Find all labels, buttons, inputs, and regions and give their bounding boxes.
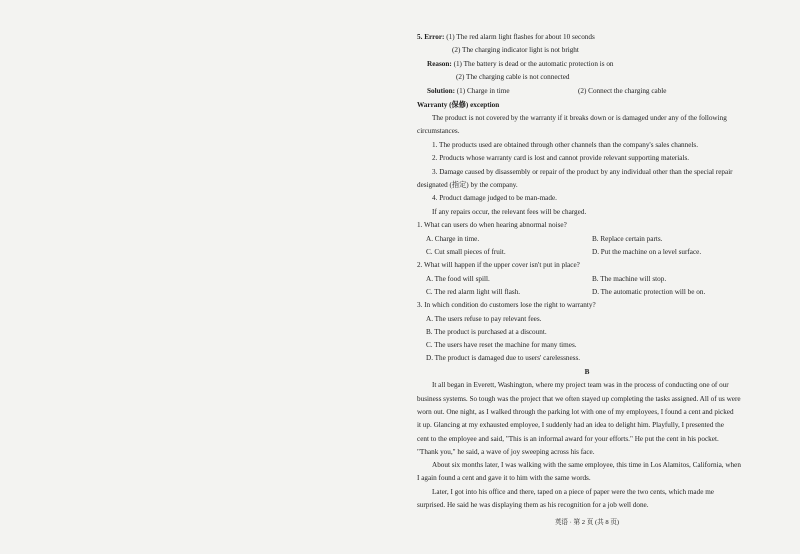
passage-b-line-3: worn out. One night, as I walked through the parking lot with one of my employees, I found a cent and picked <box>417 408 734 416</box>
passage-b-line-1: It all began in Everett, Washington, where my project team was in the process of conducting one of our <box>432 381 729 389</box>
warranty-intro-b: circumstances. <box>417 127 460 135</box>
solution-2: (2) Connect the charging cable <box>578 87 667 95</box>
solution-1: (1) Charge in time <box>456 87 510 95</box>
warranty-item-3b: designated (指定) by the company. <box>417 181 518 189</box>
q3-option-b: B. The product is purchased at a discount. <box>426 328 547 336</box>
q3-option-d: D. The product is damaged due to users' carelessness. <box>426 354 581 362</box>
reason-label: Reason: <box>427 60 452 68</box>
warranty-fees: If any repairs occur, the relevant fees will be charged. <box>432 208 587 216</box>
error-label: 5. Error: <box>417 33 445 41</box>
passage-b-line-9: Later, I got into his office and there, taped on a piece of paper were the two cents, which made me <box>432 488 714 496</box>
q1-option-b: B. Replace certain parts. <box>592 235 663 243</box>
q1-option-d: D. Put the machine on a level surface. <box>592 248 702 256</box>
passage-b-line-2: business systems. So tough was the project that we often stayed up completing the tasks assigned. All of us were <box>417 395 741 403</box>
reason-line-1 <box>427 60 614 69</box>
passage-b-line-6: "Thank you," he said, a wave of joy sweeping across his face. <box>417 448 595 456</box>
warranty-item-2: 2. Products whose warranty card is lost and cannot provide relevant supporting materials. <box>432 154 690 162</box>
reason-2: (2) The charging cable is not connected <box>456 73 570 81</box>
passage-b-line-5: cent to the employee and said, "This is an informal award for your efforts." He put the cent in his pocket. <box>417 435 719 443</box>
passage-b-line-7: About six months later, I was walking with the same employee, this time in Los Alamitos, California, when <box>432 461 741 469</box>
q3-option-c: C. The users have reset the machine for many times. <box>426 341 577 349</box>
question-1: 1. What can users do when hearing abnormal noise? <box>417 221 567 229</box>
question-3: 3. In which condition do customers lose the right to warranty? <box>417 301 596 309</box>
q1-option-c: C. Cut small pieces of fruit. <box>426 248 506 256</box>
warranty-item-3a: 3. Damage caused by disassembly or repair of the product by any individual other than the special repair <box>432 168 733 176</box>
passage-b-heading: B <box>584 368 590 376</box>
q2-option-b: B. The machine will stop. <box>592 275 667 283</box>
q3-option-a: A. The users refuse to pay relevant fees. <box>426 315 542 323</box>
passage-b-line-4: it up. Glancing at my exhausted employee, I suddenly had an idea to delight him. Playfully, I presented the <box>417 421 724 429</box>
question-2: 2. What will happen if the upper cover isn't put in place? <box>417 261 580 269</box>
q1-option-a: A. Charge in time. <box>426 235 480 243</box>
q2-option-d: D. The automatic protection will be on. <box>592 288 706 296</box>
passage-b-line-8: I again found a cent and gave it to him with the same words. <box>417 474 591 482</box>
warranty-item-4: 4. Product damage judged to be man-made. <box>432 194 557 202</box>
q2-option-c: C. The red alarm light will flash. <box>426 288 521 296</box>
error-line-1 <box>417 33 595 42</box>
q2-option-a: A. The food will spill. <box>426 275 490 283</box>
error-2: (2) The charging indicator light is not bright <box>452 46 579 54</box>
solution-label: Solution: <box>427 87 455 95</box>
warranty-intro-a: The product is not covered by the warranty if it breaks down or is damaged under any of the following <box>432 114 727 122</box>
solution-line <box>427 87 510 96</box>
reason-1: (1) The battery is dead or the automatic protection is on <box>453 60 614 68</box>
warranty-heading: Warranty (保修) exception <box>417 101 500 109</box>
page-number: 英语 · 第 2 页 (共 8 页) <box>554 519 620 526</box>
warranty-item-1: 1. The products used are obtained through other channels than the company's sales channels. <box>432 141 699 149</box>
error-1: (1) The red alarm light flashes for about 10 seconds <box>446 33 595 41</box>
passage-b-line-10: surprised. He said he was displaying them as his recognition for a job well done. <box>417 501 649 509</box>
